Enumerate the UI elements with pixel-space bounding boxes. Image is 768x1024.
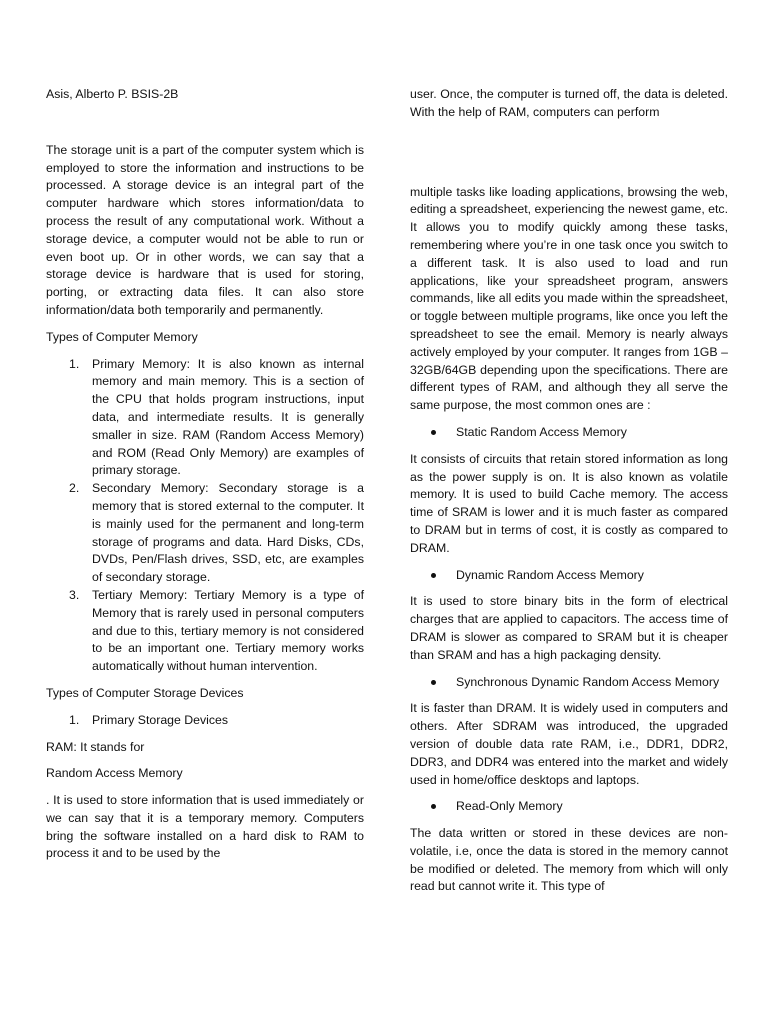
dram-description: It is used to store binary bits in the form of electrical charges that are applied to capacitors. The access time of DRAM is slower as compared to SRAM but it is cheaper than SRAM and has a high packaging density. xyxy=(410,594,728,662)
rom-description: The data written or stored in these devices are non-volatile, i.e, once the data is stored in the memory cannot be modified or deleted. The memory from which will only read but cannot write it. This type of xyxy=(410,826,728,894)
list-item: 1. Primary Memory: It is also known as internal memory and main memory. This is a section of the CPU that holds program instructions, input data, and intermediate results. It is generally smaller in size. RAM (Random Access Memory) and ROM (Read Only Memory) are examples of primary storage. xyxy=(69,356,364,478)
types-storage-heading: Types of Computer Storage Devices xyxy=(46,685,244,700)
ram-stands-line: RAM: It stands for xyxy=(46,739,145,754)
ram-description: . It is used to store information that is used immediately or we can say that it is a temporary memory. Computers bring the software installed on a hard disk to RAM to process it and to be used by the xyxy=(46,793,364,861)
author-line: Asis, Alberto P. BSIS-2B xyxy=(46,87,179,101)
right-column xyxy=(410,86,728,896)
bullet-icon xyxy=(431,430,436,435)
bullet-icon xyxy=(431,804,436,809)
sdram-bullet: Synchronous Dynamic Random Access Memory xyxy=(410,674,728,692)
memory-types-list xyxy=(46,356,364,676)
bullet-icon xyxy=(431,573,436,578)
left-column xyxy=(46,86,364,863)
sram-bullet: Static Random Access Memory xyxy=(410,424,728,442)
types-memory-heading: Types of Computer Memory xyxy=(46,329,198,344)
ram-full-name: Random Access Memory xyxy=(46,766,183,781)
list-item: 3. Tertiary Memory: Tertiary Memory is a type of Memory that is rarely used in personal computers and due to this, tertiary memory is not considered to be an important one. Tertiary memory works automatically without human intervention. xyxy=(69,587,364,674)
storage-types-list xyxy=(46,712,364,730)
sram-description: It consists of circuits that retain stored information as long as the power supply is on. It is also known as volatile memory. It is used to build Cache memory. The access time of SRAM is lower and it is much faster as compared to DRAM but in terms of cost, it is costly as compared to DRAM. xyxy=(410,451,728,555)
ram-continued-2: multiple tasks like loading applications, browsing the web, editing a spreadsheet, experiencing the newest game, etc. It allows you to modify quickly among these tasks, remembering where you’re in one task once you switch to a different task. It is also used to load and run applications, like your spreadsheet program, answers commands, like all edits you made within the spreadsheet, or toggle between multiple programs, like once you left the spreadsheet to see the email. Memory is nearly always actively employed by your computer. It ranges from 1GB – 32GB/64GB depending upon the specifications. There are different types of RAM, and although they all serve the same purpose, the most common ones are : xyxy=(410,184,728,413)
bullet-icon xyxy=(431,680,436,685)
sdram-description: It is faster than DRAM. It is widely used in computers and others. After SDRAM was introduced, the upgraded version of double data rate RAM, i.e., DDR1, DDR2, DDR3, and DDR4 was entered into the market and widely used in home/office desktops and laptops. xyxy=(410,701,728,787)
dram-bullet: Dynamic Random Access Memory xyxy=(410,567,728,585)
list-item: 2. Secondary Memory: Secondary storage is a memory that is stored external to the computer. It is mainly used for the permanent and long-term storage of programs and data. Hard Disks, CDs, DVDs, Pen/Flash drives, SSD, etc, are examples of secondary storage. xyxy=(69,481,364,585)
list-item: 1. Primary Storage Devices xyxy=(69,712,228,727)
ram-continued-1: user. Once, the computer is turned off, the data is deleted. With the help of RAM, computers can perform xyxy=(410,87,728,119)
rom-bullet: Read-Only Memory xyxy=(410,798,728,816)
intro-paragraph: The storage unit is a part of the computer system which is employed to store the information and instructions to be processed. A storage device is an integral part of the computer hardware which stores information/data to process the result of any computational work. Without a storage device, a computer would not be able to run or even boot up. Or in other words, we can say that a storage device is hardware that is used for storing, porting, or extracting data files. It can also store information/data both temporarily and permanently. xyxy=(46,142,364,317)
